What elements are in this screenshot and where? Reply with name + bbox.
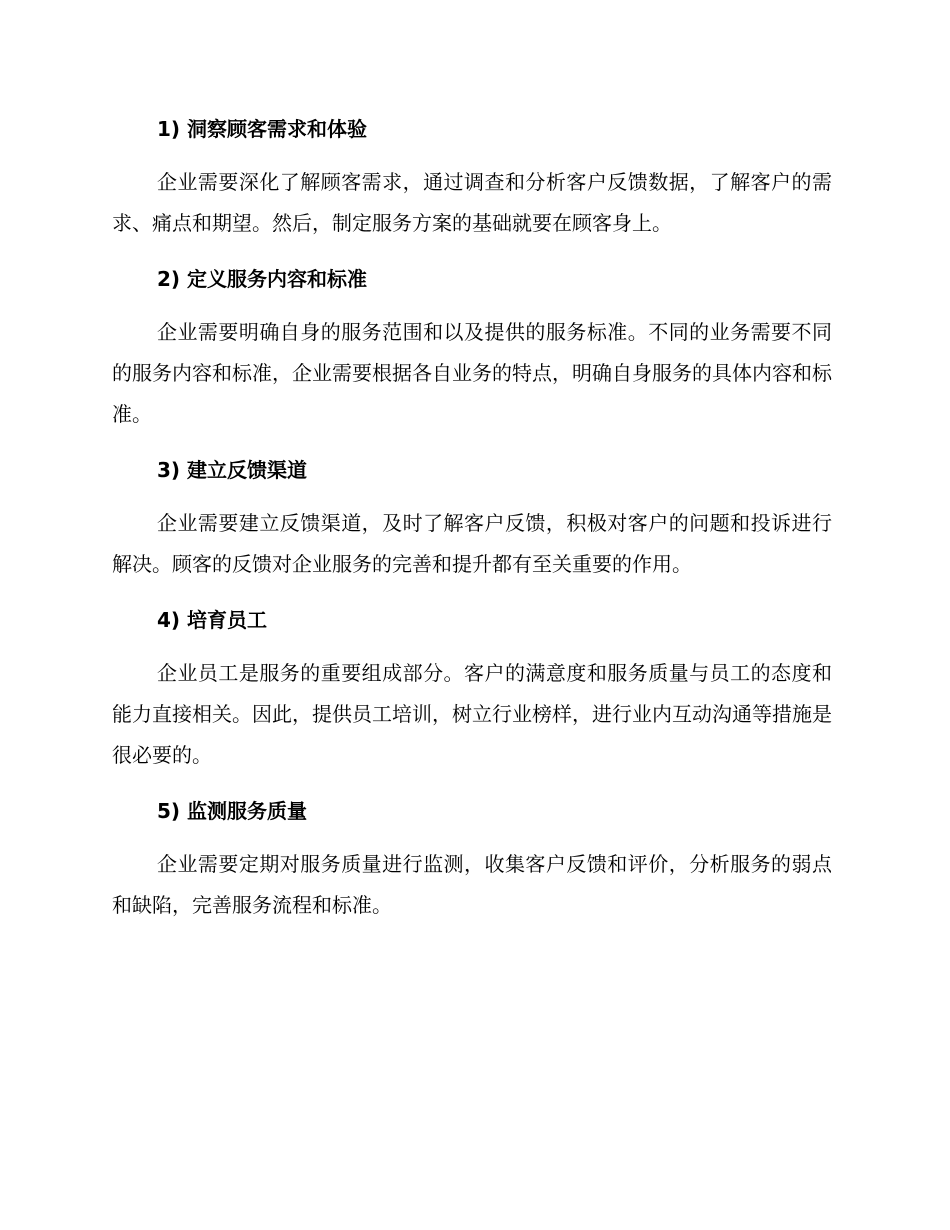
section-1 — [112, 108, 832, 244]
section-paragraph: 企业需要建立反馈渠道，及时了解客户反馈，积极对客户的问题和投诉进行解决。顾客的反馈对企业服务的完善和提升都有至关重要的作用。 — [112, 511, 832, 576]
section-paragraph: 企业需要深化了解顾客需求，通过调查和分析客户反馈数据，了解客户的需求、痛点和期望。然后，制定服务方案的基础就要在顾客身上。 — [112, 170, 832, 235]
section-heading: 4) 培育员工 — [157, 608, 268, 632]
document-content — [112, 108, 832, 940]
section-paragraph: 企业员工是服务的重要组成部分。客户的满意度和服务质量与员工的态度和能力直接相关。因此，提供员工培训，树立行业榜样，进行业内互动沟通等措施是很必要的。 — [112, 661, 832, 767]
section-heading: 1) 洞察顾客需求和体验 — [157, 117, 368, 141]
section-heading: 5) 监测服务质量 — [157, 799, 308, 823]
section-3 — [112, 449, 832, 585]
section-heading: 3) 建立反馈渠道 — [157, 458, 308, 482]
section-5 — [112, 790, 832, 926]
section-paragraph: 企业需要明确自身的服务范围和以及提供的服务标准。不同的业务需要不同的服务内容和标准，企业需要根据各自业务的特点，明确自身服务的具体内容和标准。 — [112, 320, 832, 426]
section-4 — [112, 599, 832, 776]
section-paragraph: 企业需要定期对服务质量进行监测，收集客户反馈和评价，分析服务的弱点和缺陷，完善服务流程和标准。 — [112, 852, 832, 917]
section-2 — [112, 258, 832, 435]
section-heading: 2) 定义服务内容和标准 — [157, 267, 368, 291]
